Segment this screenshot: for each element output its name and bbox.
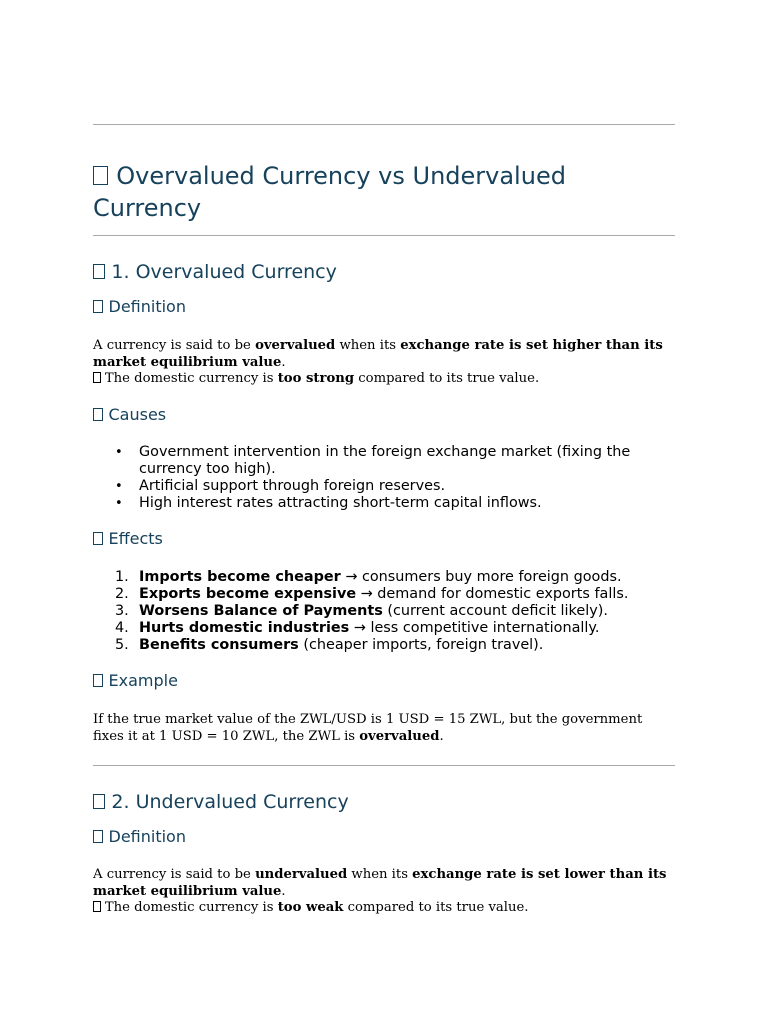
page-title: Overvalued Currency vs Undervalued Currency <box>93 162 566 222</box>
list-item: 1. Imports become cheaper → consumers buy more foreign goods. <box>115 569 622 585</box>
section-emoji-icon <box>93 794 105 810</box>
subheading-definition: Definition <box>93 826 675 848</box>
effects-emoji-icon <box>93 532 103 545</box>
subheading-definition: Definition <box>93 296 675 318</box>
section-heading-overvalued: 1. Overvalued Currency <box>93 260 675 284</box>
divider <box>93 124 675 125</box>
definition-emoji-icon <box>93 300 103 313</box>
divider <box>93 765 675 766</box>
subheading-example: Example <box>93 670 675 692</box>
example-emoji-icon <box>93 674 103 687</box>
arrow-emoji-icon <box>93 901 101 912</box>
definition-emoji-icon <box>93 830 103 843</box>
definition-paragraph: A currency is said to be undervalued when its exchange rate is set lower than its market equilibrium value. The domestic currency is too weak compared to its true value. <box>93 867 667 916</box>
causes-emoji-icon <box>93 408 103 421</box>
list-item: 4. Hurts domestic industries → less competitive internationally. <box>115 620 600 636</box>
section-heading-undervalued: 2. Undervalued Currency <box>93 790 675 814</box>
list-item: 5. Benefits consumers (cheaper imports, foreign travel). <box>115 637 544 653</box>
example-paragraph: If the true market value of the ZWL/USD is 1 USD = 15 ZWL, but the government fixes it at 1 USD = 10 ZWL, the ZWL is overvalued. <box>93 712 643 744</box>
definition-paragraph: A currency is said to be overvalued when its exchange rate is set higher than its market equilibrium value. The domestic currency is too strong compared to its true value. <box>93 338 663 387</box>
section-emoji-icon <box>93 264 105 280</box>
effects-list <box>93 569 675 654</box>
arrow-emoji-icon <box>93 372 101 383</box>
title-emoji-icon <box>93 166 108 186</box>
list-item: • Government intervention in the foreign exchange market (fixing the currency too high). <box>93 444 675 478</box>
subheading-causes: Causes <box>93 404 675 426</box>
list-item: • High interest rates attracting short-term capital inflows. <box>93 495 675 512</box>
divider <box>93 235 675 236</box>
subheading-effects: Effects <box>93 528 675 550</box>
list-item: • Artificial support through foreign reserves. <box>93 478 675 495</box>
list-item: 2. Exports become expensive → demand for domestic exports falls. <box>115 586 629 602</box>
causes-list <box>93 444 675 512</box>
list-item: 3. Worsens Balance of Payments (current account deficit likely). <box>115 603 608 619</box>
